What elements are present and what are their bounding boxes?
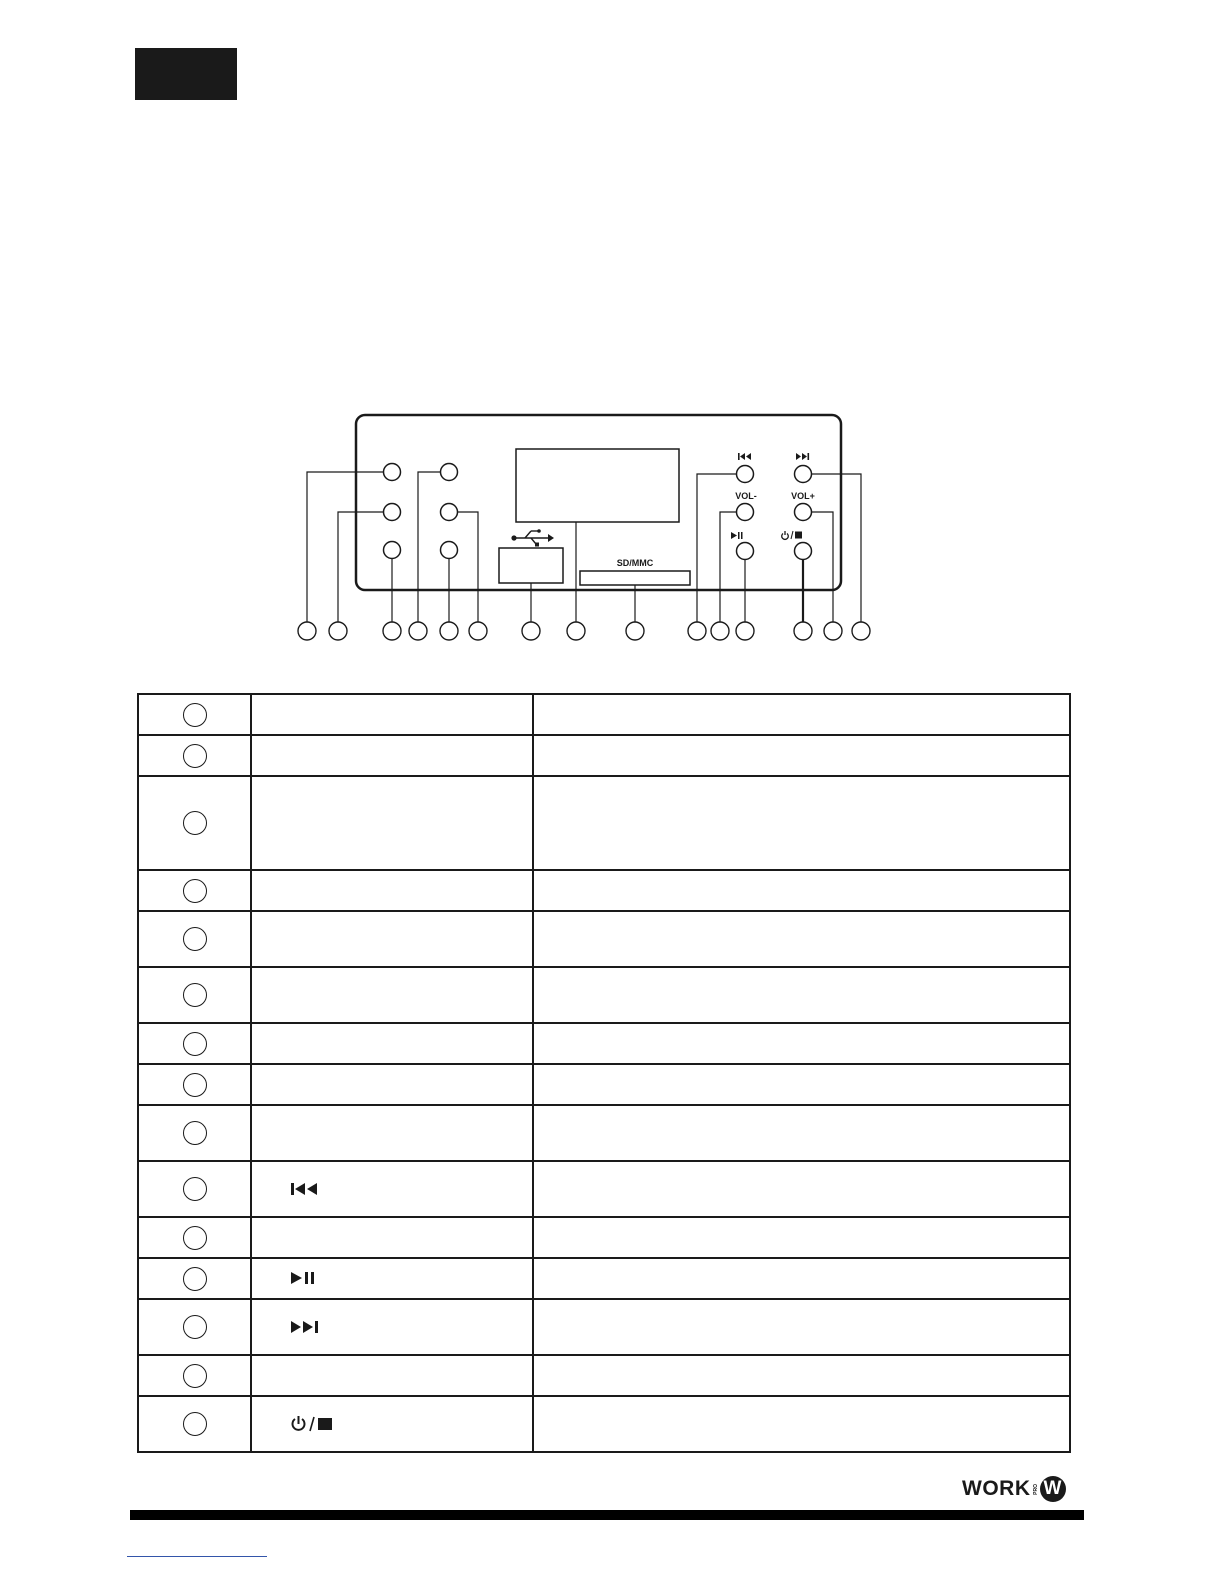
callout-1 <box>298 622 316 640</box>
power-stop-icon <box>290 1415 336 1433</box>
table-row <box>138 1064 1070 1105</box>
vol-minus-button <box>737 504 754 521</box>
jack-left-1 <box>384 464 401 481</box>
table-row <box>138 1355 1070 1396</box>
table-row <box>138 1161 1070 1217</box>
leader-15 <box>812 474 861 622</box>
item-description-cell <box>533 1258 1070 1299</box>
brand-name: WORK <box>962 1477 1031 1500</box>
table-row <box>138 1258 1070 1299</box>
item-number-circle <box>183 1226 207 1250</box>
leader-14 <box>812 512 833 622</box>
prev-button <box>737 466 754 483</box>
item-name-cell <box>251 911 533 967</box>
function-table <box>137 693 1071 1453</box>
leader-1 <box>307 472 383 622</box>
item-number-circle <box>183 879 207 903</box>
item-description-cell <box>533 1105 1070 1161</box>
callout-4 <box>409 622 427 640</box>
item-number-circle <box>183 1177 207 1201</box>
item-name-cell <box>251 1161 533 1217</box>
item-number-circle <box>183 1412 207 1436</box>
usb-port <box>499 548 563 583</box>
callout-7 <box>522 622 540 640</box>
item-number-circle <box>183 983 207 1007</box>
play-pause-icon <box>290 1271 316 1285</box>
item-name-cell <box>251 694 533 735</box>
power-stop-button <box>795 543 812 560</box>
table-row <box>138 967 1070 1023</box>
table-row <box>138 911 1070 967</box>
item-description-cell <box>533 911 1070 967</box>
leader-11 <box>720 512 736 622</box>
brand-sub: PRO <box>1032 1483 1039 1495</box>
callout-9 <box>626 622 644 640</box>
next-track-icon <box>290 1320 320 1334</box>
play-pause-icon <box>731 532 743 539</box>
item-description-cell <box>533 1023 1070 1064</box>
jack-right-1 <box>441 464 458 481</box>
callout-15 <box>852 622 870 640</box>
table-row <box>138 735 1070 776</box>
table-row <box>138 1105 1070 1161</box>
play-pause-button <box>737 543 754 560</box>
item-description-cell <box>533 1217 1070 1258</box>
vol-minus-label: VOL- <box>735 491 757 501</box>
next-button <box>795 466 812 483</box>
item-name-cell <box>251 776 533 870</box>
table-row <box>138 1023 1070 1064</box>
item-number-circle <box>183 811 207 835</box>
table-row <box>138 1299 1070 1355</box>
item-name-cell <box>251 1105 533 1161</box>
front-panel-diagram <box>0 0 1225 680</box>
callout-2 <box>329 622 347 640</box>
item-description-cell <box>533 776 1070 870</box>
callout-circles <box>298 622 870 640</box>
leader-4 <box>418 472 440 622</box>
vol-plus-label: VOL+ <box>791 491 815 501</box>
callout-14 <box>824 622 842 640</box>
item-description-cell <box>533 967 1070 1023</box>
item-description-cell <box>533 735 1070 776</box>
item-number-circle <box>183 1267 207 1291</box>
callout-10 <box>688 622 706 640</box>
table-row <box>138 776 1070 870</box>
power-stop-icon <box>782 531 802 539</box>
item-number-circle <box>183 927 207 951</box>
leader-6 <box>458 512 478 622</box>
display-window <box>516 449 679 522</box>
item-name-cell <box>251 1064 533 1105</box>
usb-icon <box>511 529 554 546</box>
item-number-circle <box>183 1315 207 1339</box>
item-number-circle <box>183 1364 207 1388</box>
item-name-cell <box>251 1023 533 1064</box>
item-description-cell <box>533 694 1070 735</box>
vol-plus-button <box>795 504 812 521</box>
table-row <box>138 1396 1070 1452</box>
item-name-cell <box>251 1299 533 1355</box>
callout-6 <box>469 622 487 640</box>
brand-logo <box>962 1475 1066 1503</box>
jack-left-3 <box>384 542 401 559</box>
previous-track-icon <box>738 453 751 460</box>
table-row <box>138 870 1070 911</box>
jack-right-3 <box>441 542 458 559</box>
jack-left-2 <box>384 504 401 521</box>
card-slot <box>580 571 690 585</box>
item-number-circle <box>183 703 207 727</box>
card-slot-label: SD/MMC <box>616 558 654 568</box>
item-name-cell <box>251 1217 533 1258</box>
previous-track-icon <box>290 1182 320 1196</box>
callout-3 <box>383 622 401 640</box>
panel-outline <box>356 415 841 590</box>
item-name-cell <box>251 1258 533 1299</box>
callout-13 <box>794 622 812 640</box>
item-description-cell <box>533 1299 1070 1355</box>
leader-10 <box>697 474 736 622</box>
item-name-cell <box>251 967 533 1023</box>
table-row <box>138 694 1070 735</box>
item-name-cell <box>251 1355 533 1396</box>
callout-12 <box>736 622 754 640</box>
item-description-cell <box>533 1161 1070 1217</box>
next-track-icon <box>796 453 809 460</box>
item-number-circle <box>183 1121 207 1145</box>
callout-5 <box>440 622 458 640</box>
item-number-circle <box>183 744 207 768</box>
item-name-cell <box>251 1396 533 1452</box>
item-description-cell <box>533 1064 1070 1105</box>
item-description-cell <box>533 1396 1070 1452</box>
item-number-circle <box>183 1073 207 1097</box>
leader-2 <box>338 512 383 622</box>
item-name-cell <box>251 735 533 776</box>
callout-8 <box>567 622 585 640</box>
item-description-cell <box>533 870 1070 911</box>
item-name-cell <box>251 870 533 911</box>
table-row <box>138 1217 1070 1258</box>
callout-11 <box>711 622 729 640</box>
item-description-cell <box>533 1355 1070 1396</box>
jack-right-2 <box>441 504 458 521</box>
item-number-circle <box>183 1032 207 1056</box>
footer-rule <box>130 1510 1084 1520</box>
brand-mark: W <box>1040 1476 1066 1502</box>
footer-link-line[interactable] <box>127 1556 267 1558</box>
